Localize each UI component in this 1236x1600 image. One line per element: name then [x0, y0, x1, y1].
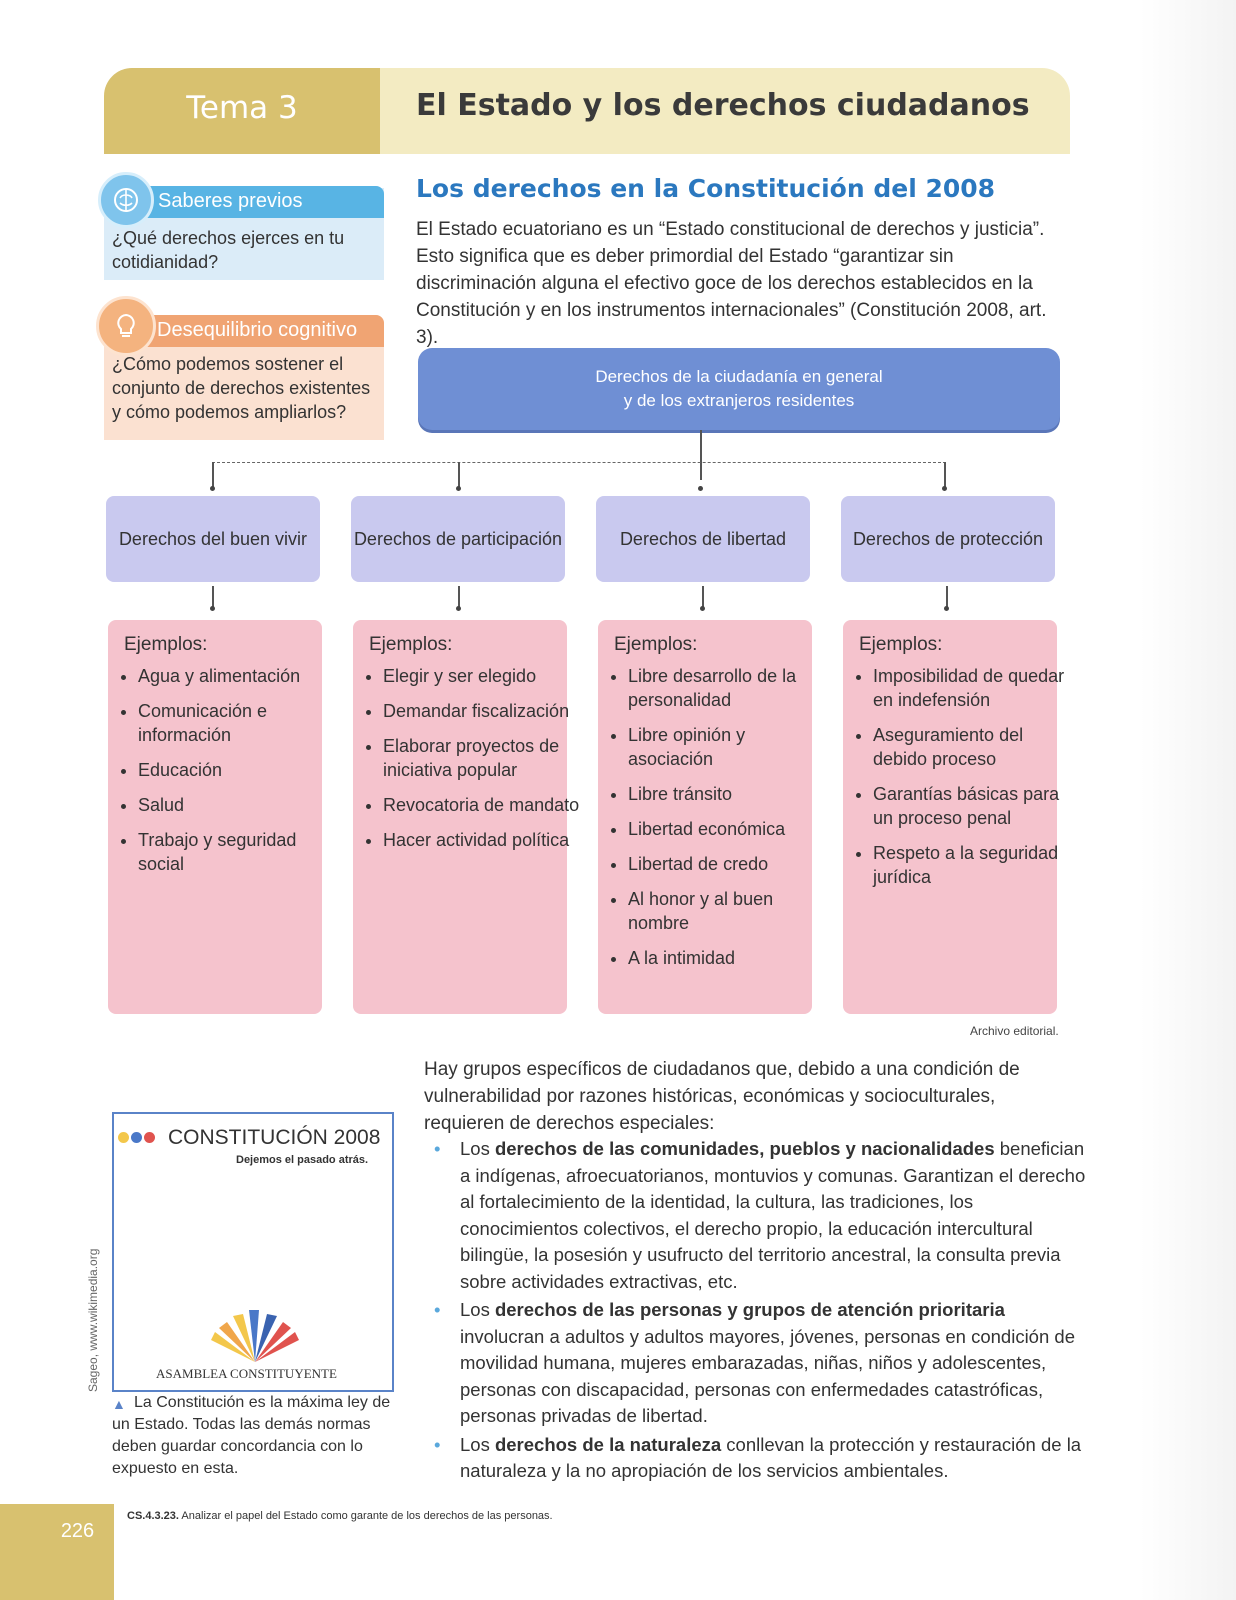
connector-line [702, 586, 704, 608]
page-title: El Estado y los derechos ciudadanos [416, 88, 1030, 123]
saberes-previos-label: Saberes previos [158, 190, 303, 212]
examples-list [116, 664, 336, 887]
example-item: • Trabajo y seguridad social [138, 828, 336, 876]
example-item: • Garantías básicas para un proceso penal [873, 782, 1071, 830]
list-item: • Los derechos de las comunidades, pueblos y nacionalidades benefician a indígenas, afroecuatorianos, montuvios y comunas. Garantizan el derecho al fortalecimiento de la identidad, la cultura, las tradiciones, los conocimientos colectivos, el derecho propio, la educación intercultural bilingüe, la posesión y usufructo del territorio ancestral, la consulta previa sobre actividades extractivas, etc. [460, 1136, 1088, 1295]
connector-line [946, 586, 948, 608]
example-item: • Respeto a la seguridad jurídica [873, 841, 1071, 889]
image-title: CONSTITUCIÓN 2008 [168, 1126, 381, 1149]
connector-line [458, 586, 460, 608]
example-item: • Demandar fiscalización [383, 699, 581, 723]
connector-dot [210, 606, 215, 611]
connector-dot [456, 606, 461, 611]
example-item: • Elaborar proyectos de iniciativa popular [383, 734, 581, 782]
example-item: • Libre tránsito [628, 782, 826, 806]
list-item: • Los derechos de las personas y grupos de atención prioritaria involucran a adultos y adultos mayores, jóvenes, personas en condición de movilidad humana, mujeres embarazadas, niñas, niños y adolescentes, personas con discapacidad, personas con enfermedades catastróficas, personas privadas de libertad. [460, 1297, 1088, 1430]
image-caption: La Constitución es la máxima ley de un Estado. Todas las demás normas deben guardar concordancia con lo expuesto en esta. [112, 1394, 391, 1477]
example-item: • Revocatoria de mandato [383, 793, 581, 817]
examples-title: Ejemplos: [124, 634, 208, 655]
example-item: • Educación [138, 758, 336, 782]
examples-participacion [353, 620, 580, 1014]
lightbulb-icon [96, 296, 156, 356]
category-libertad: Derechos de libertad [596, 496, 810, 582]
asamblea-logo [200, 1304, 310, 1369]
page-number: 226 [60, 1520, 95, 1542]
example-item: • Al honor y al buen nombre [628, 887, 826, 935]
example-item: • Agua y alimentación [138, 664, 336, 688]
page-edge-shade [1140, 0, 1236, 1600]
desequilibrio-question: ¿Cómo podemos sostener el conjunto de derechos existentes y cómo podemos ampliarlos? [112, 354, 371, 422]
connector-dot [210, 486, 215, 491]
example-item: • Salud [138, 793, 336, 817]
example-item: • Elegir y ser elegido [383, 664, 581, 688]
image-credit: Sageo, www.wikimedia.org [86, 1248, 100, 1392]
category-buen-vivir: Derechos del buen vivir [106, 496, 320, 582]
example-item: • Libertad de credo [628, 852, 826, 876]
example-item: • Libre desarrollo de la personalidad [628, 664, 826, 712]
topic-label: Tema 3 [186, 90, 298, 126]
category-participacion: Derechos de participación [351, 496, 565, 582]
diagram-root-line1: Derechos de la ciudadanía en general [595, 367, 883, 386]
example-item: • Libertad económica [628, 817, 826, 841]
example-item: • A la intimidad [628, 946, 826, 970]
diagram-root-line2: y de los extranjeros residentes [623, 391, 855, 410]
saberes-previos-question: ¿Qué derechos ejerces en tu cotidianidad? [112, 228, 345, 272]
connector-dot [456, 486, 461, 491]
connector-dot [700, 606, 705, 611]
examples-libertad [598, 620, 812, 1014]
dot-red [144, 1132, 155, 1143]
asamblea-label: ASAMBLEA CONSTITUYENTE [156, 1366, 337, 1381]
examples-proteccion [843, 620, 1065, 1014]
examples-title: Ejemplos: [369, 634, 453, 655]
example-item: • Aseguramiento del debido proceso [873, 723, 1071, 771]
diagram-credit: Archivo editorial. [970, 1024, 1059, 1038]
example-item: • Imposibilidad de quedar en indefensión [873, 664, 1071, 712]
examples-list [851, 664, 1071, 900]
brain-icon [98, 172, 154, 228]
color-dots [118, 1130, 157, 1148]
caption-triangle-icon: ▲ [112, 1396, 126, 1412]
connector-dot [942, 486, 947, 491]
dot-blue [131, 1132, 142, 1143]
image-subtitle: Dejemos el pasado atrás. [236, 1154, 369, 1166]
examples-list [361, 664, 581, 863]
connector-line [212, 462, 946, 463]
diagram-root-node [418, 348, 1060, 430]
example-item: • Libre opinión y asociación [628, 723, 826, 771]
category-proteccion: Derechos de protección [841, 496, 1055, 582]
section-title: Los derechos en la Constitución del 2008 [416, 174, 996, 203]
dot-yellow [118, 1132, 129, 1143]
desequilibrio-label: Desequilibrio cognitivo [157, 319, 358, 341]
example-item: • Hacer actividad política [383, 828, 581, 852]
page-number-tab [0, 1504, 114, 1600]
list-item: • Los derechos de la naturaleza conllevan la protección y restauración de la naturaleza y la no apropiación de los servicios ambientales. [460, 1432, 1088, 1485]
section-paragraph: El Estado ecuatoriano es un “Estado constitucional de derechos y justicia”. Esto significa que es deber primordial del Estado “garantizar sin discriminación alguna el efectivo goce de los derechos establecidos en la Constitución y en los instrumentos internacionales” (Constitución 2008, art. 3). [416, 219, 1047, 348]
examples-buen-vivir [108, 620, 322, 1014]
connector-line [212, 586, 214, 608]
connector-dot [944, 606, 949, 611]
examples-title: Ejemplos: [859, 634, 943, 655]
examples-title: Ejemplos: [614, 634, 698, 655]
connector-line [700, 430, 702, 480]
example-item: • Comunicación e información [138, 699, 336, 747]
special-rights-list [432, 1136, 1088, 1487]
body-intro: Hay grupos específicos de ciudadanos que, debido a una condición de vulnerabilidad por razones históricas, económicas y socioculturales, requieren de derechos especiales: [424, 1059, 1020, 1134]
footer-note: CS.4.3.23. Analizar el papel del Estado como garante de los derechos de las personas. [127, 1510, 553, 1522]
connector-dot [698, 486, 703, 491]
examples-list [606, 664, 826, 981]
